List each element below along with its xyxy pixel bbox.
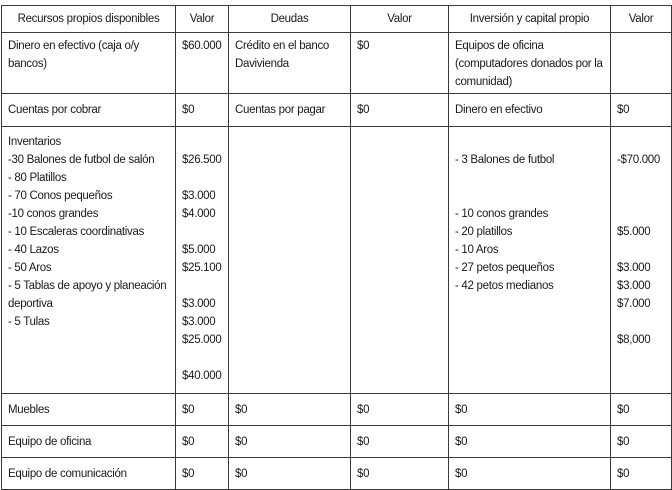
cell-recurso: Equipo de comunicación — [2, 458, 176, 490]
value-line: $5.000 — [182, 244, 216, 256]
cell-valor-3: $0 — [611, 426, 672, 458]
cell-valor-3: $0 — [611, 94, 672, 127]
inventory-line: - 10 conos grandes — [455, 208, 549, 220]
cell-deuda: Cuentas por pagar — [229, 94, 351, 127]
value-line — [182, 277, 222, 295]
value-line: -$70.000 — [617, 154, 660, 166]
inventory-line: -30 Balones de futbol de salón — [8, 154, 155, 166]
inventory-line: - 5 Tulas — [8, 316, 50, 328]
header-valor-2: Valor — [351, 6, 449, 33]
value-line — [182, 349, 222, 367]
cell-valor-2: $0 — [351, 458, 449, 490]
inventory-line: deportiva — [8, 298, 53, 310]
inventory-line: - 27 petos pequeños — [455, 262, 555, 274]
cell-inversion: $0 — [449, 426, 611, 458]
cell-deuda: $0 — [229, 458, 351, 490]
cell-valor-2: $0 — [351, 426, 449, 458]
cell-recurso: Muebles — [2, 394, 176, 426]
value-line: $3.000 — [182, 316, 216, 328]
header-valor-1: Valor — [176, 6, 229, 33]
inventory-line — [455, 187, 604, 205]
value-line: $3.000 — [617, 280, 651, 292]
inventory-valor-1 — [176, 127, 229, 394]
value-line: $3.000 — [182, 190, 216, 202]
value-line — [182, 169, 222, 187]
value-line: $25.100 — [182, 262, 222, 274]
header-inversion: Inversión y capital propio — [449, 6, 611, 33]
value-line: $5.000 — [617, 226, 651, 238]
inventory-line: - 10 Escaleras coordinativas — [8, 226, 145, 238]
inventory-line — [455, 169, 604, 187]
cell-inversion: $0 — [449, 394, 611, 426]
value-line — [182, 133, 222, 151]
cell-valor-2: $0 — [351, 394, 449, 426]
inventory-line: -10 conos grandes — [8, 208, 99, 220]
cell-recurso: Equipo de oficina — [2, 426, 176, 458]
value-line — [617, 241, 665, 259]
value-line: $3.000 — [617, 262, 651, 274]
inventory-recursos — [2, 127, 176, 394]
inventory-line — [455, 133, 604, 151]
value-line — [617, 187, 665, 205]
inventory-line: - 40 Lazos — [8, 244, 59, 256]
table-row — [2, 394, 672, 426]
cell-valor-2: $0 — [351, 33, 449, 94]
value-line: $8,000 — [617, 334, 651, 346]
inventory-deuda — [229, 127, 351, 394]
value-line — [617, 169, 665, 187]
header-recursos: Recursos propios disponibles — [2, 6, 176, 33]
cell-inversion: Dinero en efectivo — [449, 94, 611, 127]
cell-inversion: $0 — [449, 458, 611, 490]
cell-recurso: Dinero en efectivo (caja o/y bancos) — [2, 33, 176, 94]
table-row — [2, 426, 672, 458]
value-line: $40.000 — [182, 370, 222, 382]
cell-recurso: Cuentas por cobrar — [2, 94, 176, 127]
balance-table — [1, 5, 672, 490]
inventory-line: - 5 Tablas de apoyo y planeación — [8, 280, 167, 292]
value-line — [617, 205, 665, 223]
value-line — [182, 223, 222, 241]
inventory-valor-3 — [611, 127, 672, 394]
header-row — [2, 6, 672, 33]
inventory-line: - 10 Aros — [455, 244, 499, 256]
inventory-line: - 3 Balones de futbol — [455, 154, 555, 166]
inventory-line: Inventarios — [8, 136, 61, 148]
cell-valor-1: $0 — [176, 458, 229, 490]
cell-valor-1: $0 — [176, 94, 229, 127]
inventory-line: - 20 platillos — [455, 226, 513, 238]
table-row — [2, 33, 672, 94]
cell-valor-1: $60.000 — [176, 33, 229, 94]
inventory-line: - 42 petos medianos — [455, 280, 554, 292]
value-line — [617, 313, 665, 331]
cell-valor-3 — [611, 33, 672, 94]
header-valor-3: Valor — [611, 6, 672, 33]
inventory-valor-2 — [351, 127, 449, 394]
value-line — [617, 133, 665, 151]
cell-deuda: $0 — [229, 394, 351, 426]
cell-deuda: Crédito en el banco Davivienda — [229, 33, 351, 94]
value-line: $4.000 — [182, 208, 216, 220]
cell-valor-3: $0 — [611, 394, 672, 426]
cell-deuda: $0 — [229, 426, 351, 458]
cell-inversion: Equipos de oficina (computadores donados por la comunidad) — [449, 33, 611, 94]
inventory-line: - 50 Aros — [8, 262, 52, 274]
inventory-line: - 80 Platillos — [8, 172, 67, 184]
inventory-row — [2, 127, 672, 394]
inventory-inversion — [449, 127, 611, 394]
value-line: $26.500 — [182, 154, 222, 166]
value-line: $7.000 — [617, 298, 651, 310]
header-deudas: Deudas — [229, 6, 351, 33]
inventory-line: - 70 Conos pequeños — [8, 190, 113, 202]
cell-valor-2: $0 — [351, 94, 449, 127]
cell-valor-3: $0 — [611, 458, 672, 490]
value-line: $25.000 — [182, 334, 222, 346]
value-line: $3.000 — [182, 298, 216, 310]
table-row — [2, 94, 672, 127]
cell-valor-1: $0 — [176, 394, 229, 426]
table-row — [2, 458, 672, 490]
cell-valor-1: $0 — [176, 426, 229, 458]
